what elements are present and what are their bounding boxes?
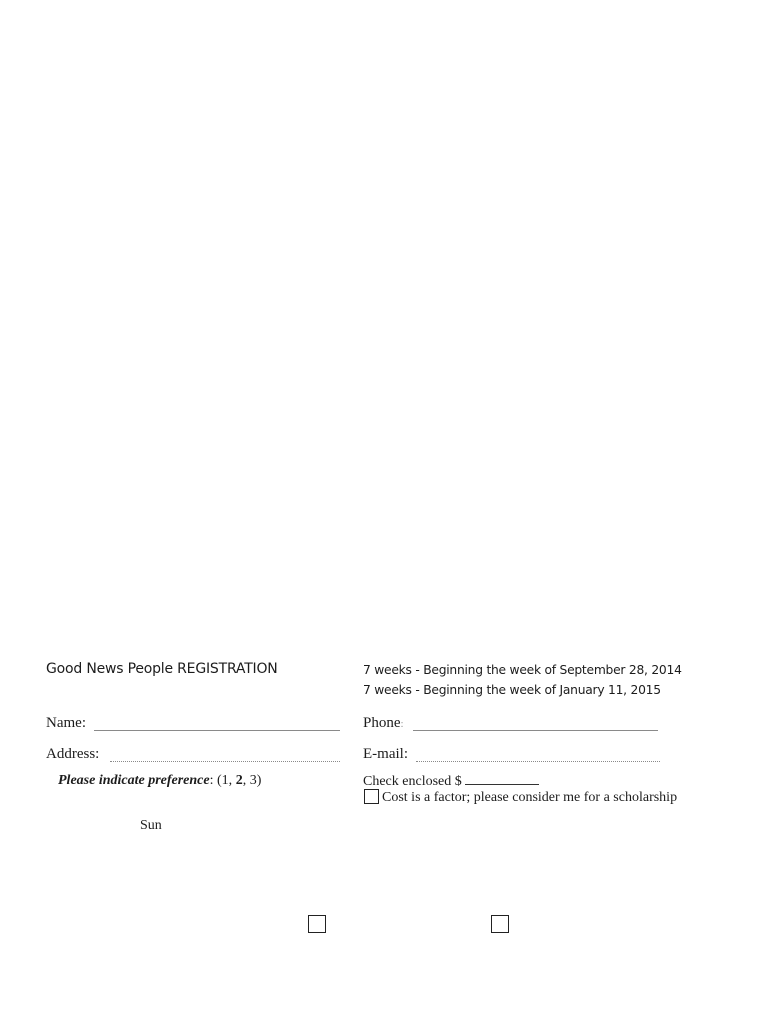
address-label: Address: (46, 746, 100, 762)
scholarship-label: Cost is a factor; please consider me for a scholarship (382, 790, 678, 805)
day-label-sun: Sun (140, 818, 162, 833)
email-label: E-mail: (363, 746, 408, 762)
session-option-winter: 7 weeks - Beginning the week of January 11, 2015 (363, 683, 661, 697)
name-field[interactable] (94, 730, 340, 731)
name-label: Name: (46, 715, 86, 731)
check-enclosed (363, 773, 539, 790)
preference-end: , 3) (242, 773, 262, 788)
phone-label (363, 715, 404, 732)
preference-suffix: : (1, (209, 773, 236, 788)
form-title: Good News People REGISTRATION (46, 661, 278, 677)
schedule-option-checkbox[interactable] (308, 915, 326, 933)
phone-label-text: Phone (363, 715, 401, 731)
email-field[interactable] (416, 761, 660, 762)
preference-two: 2 (235, 773, 243, 788)
preference-prefix: Please indicate preference (58, 773, 210, 788)
check-enclosed-label: Check enclosed $ (363, 774, 462, 789)
phone-field[interactable] (413, 730, 658, 731)
scholarship-checkbox[interactable] (364, 789, 379, 804)
address-field[interactable] (110, 761, 340, 762)
check-amount-field[interactable] (465, 773, 539, 785)
preference-instruction (58, 773, 261, 789)
session-option-fall: 7 weeks - Beginning the week of September 28, 2014 (363, 663, 682, 677)
schedule-option-checkbox[interactable] (491, 915, 509, 933)
phone-label-colon: : (400, 718, 404, 730)
